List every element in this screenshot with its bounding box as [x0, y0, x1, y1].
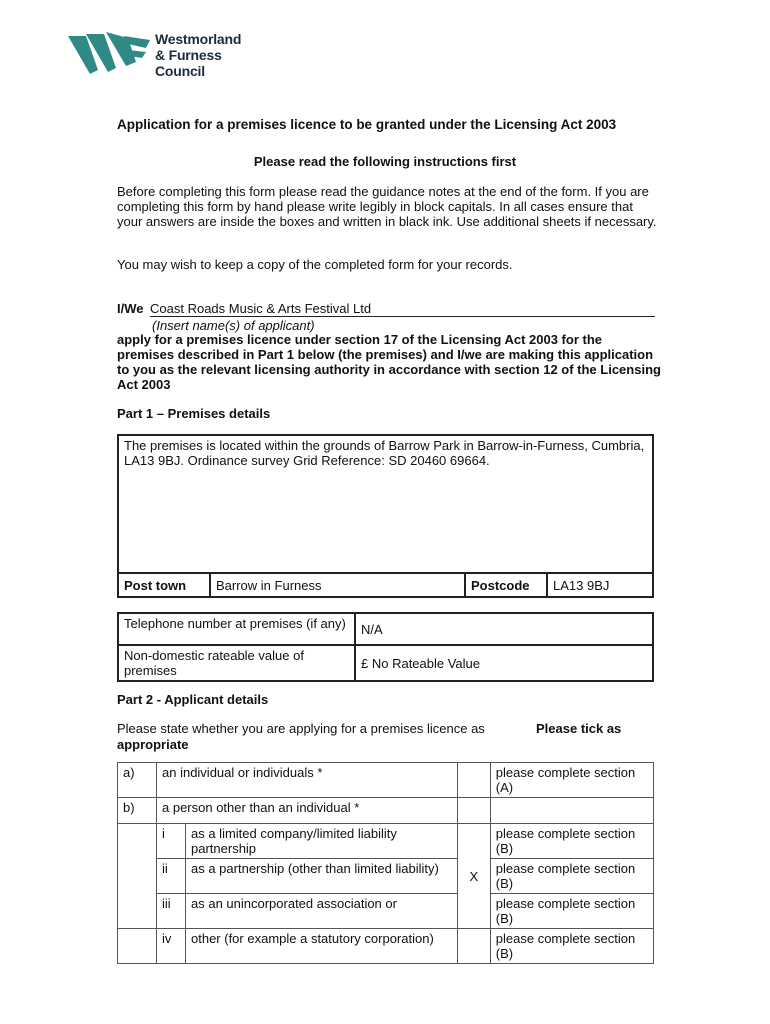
row-key: a) [118, 763, 157, 798]
row-section [490, 798, 653, 824]
table-row [118, 929, 654, 964]
row-key: b) [118, 798, 157, 824]
form-title: Application for a premises licence to be granted under the Licensing Act 2003 [117, 117, 617, 132]
row-text: an individual or individuals * [157, 763, 458, 798]
applicant-type-table [117, 762, 654, 964]
logo-line-1: Westmorland [155, 31, 242, 47]
premises-extra-table [117, 612, 654, 682]
applicant-type-question: Please state whether you are applying for a premises licence as [117, 721, 485, 736]
table-row [118, 763, 654, 798]
post-town-field[interactable]: Barrow in Furness [210, 573, 465, 597]
subrow-section: please complete section (B) [490, 929, 653, 964]
council-logo-icon [66, 30, 152, 76]
rateable-value-field[interactable]: £ No Rateable Value [355, 645, 653, 681]
subrow-num: ii [157, 859, 186, 894]
applicant-name-hint: (Insert name(s) of applicant) [152, 318, 315, 333]
row-section: please complete section (A) [490, 763, 653, 798]
copy-note: You may wish to keep a copy of the completed form for your records. [117, 257, 513, 272]
subrow-num: iv [157, 929, 186, 964]
subrow-text: as a partnership (other than limited liability) [186, 859, 458, 894]
premises-description-field[interactable]: The premises is located within the grounds of Barrow Park in Barrow-in-Furness, Cumbria, LA13 9BJ. Ordinance survey Grid Reference: SD 20460 69664. [118, 435, 653, 573]
subrow-num: i [157, 824, 186, 859]
logo-line-2: & Furness [155, 47, 222, 63]
row-text: a person other than an individual * [157, 798, 458, 824]
rateable-value-label: Non-domestic rateable value of premises [118, 645, 355, 681]
telephone-label: Telephone number at premises (if any) [118, 613, 355, 645]
council-name [155, 31, 241, 79]
postcode-label: Postcode [465, 573, 547, 597]
tick-box-a[interactable] [457, 763, 490, 798]
table-row [118, 798, 654, 824]
postcode-field[interactable]: LA13 9BJ [547, 573, 653, 597]
instructions-heading: Please read the following instructions first [253, 154, 517, 169]
subrow-section: please complete section (B) [490, 824, 653, 859]
subrow-num: iii [157, 894, 186, 929]
telephone-field[interactable]: N/A [355, 613, 653, 645]
tick-box-b-i[interactable]: X [457, 824, 490, 929]
row-key-empty [118, 824, 157, 929]
applicant-label: I/We [117, 301, 144, 316]
tick-box-b[interactable] [457, 798, 490, 824]
subrow-section: please complete section (B) [490, 894, 653, 929]
table-row [118, 859, 654, 894]
table-row [118, 824, 654, 859]
instructions-paragraph: Before completing this form please read the guidance notes at the end of the form. If you are completing this form by hand please write legibly in block capitals. In all cases ensure that your answers are inside the boxes and written in black ink. Use additional sheets if necessary. [117, 184, 657, 229]
post-town-label: Post town [118, 573, 210, 597]
premises-details-table [117, 434, 654, 598]
appropriate-label: appropriate [117, 737, 189, 752]
row-key-empty [118, 929, 157, 964]
logo-line-3: Council [155, 63, 205, 79]
applicant-name-field[interactable]: Coast Roads Music & Arts Festival Ltd [150, 301, 655, 317]
subrow-text: as an unincorporated association or [186, 894, 458, 929]
tick-box-b-iv[interactable] [457, 929, 490, 964]
subrow-text: other (for example a statutory corporation) [186, 929, 458, 964]
part1-heading: Part 1 – Premises details [117, 406, 271, 421]
application-statement: apply for a premises licence under section 17 of the Licensing Act 2003 for the premises described in Part 1 below (the premises) and I/we are making this application to you as the relevant licensing authority in accordance with section 12 of the Licensing Act 2003 [117, 332, 661, 392]
part2-heading: Part 2 - Applicant details [117, 692, 269, 707]
subrow-section: please complete section (B) [490, 859, 653, 894]
table-row [118, 894, 654, 929]
subrow-text: as a limited company/limited liability partnership [186, 824, 458, 859]
tick-instruction: Please tick as [536, 721, 622, 736]
